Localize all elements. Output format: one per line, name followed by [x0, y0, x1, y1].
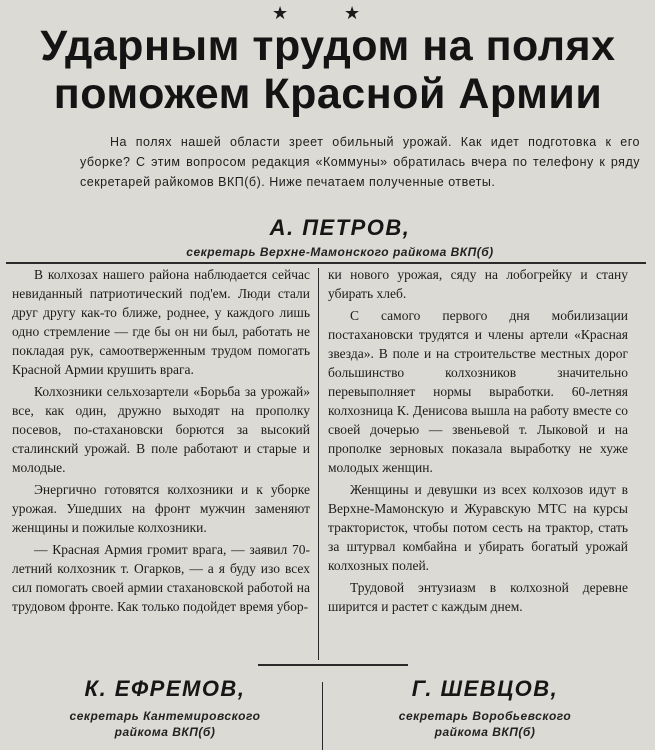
author-petrov-role: секретарь Верхне-Мамонского райкома ВКП(б)	[186, 245, 494, 259]
column-left	[12, 265, 310, 660]
author-efremov-role	[20, 708, 310, 740]
article-paragraph-continued: ки нового урожая, сяду на лобогрейку и стану убирать хлеб.	[328, 267, 628, 301]
article-paragraph: В колхозах нашего района наблюдается сейчас невиданный патриотический под'ем. Люди стали друг другу как-то ближе, роднее, у каждого лишь одно стремление — где бы он ни был, работать не покладая рук, самоотверженным трудом помогать Красной Армии крушить врага.	[12, 267, 310, 377]
author-shevtsov-name: Г. ШЕВЦОВ,	[411, 676, 559, 701]
article-paragraph: Трудовой энтузиазм в колхозной деревне ширится и растет с каждым днем.	[328, 580, 628, 614]
author-efremov-name: К. ЕФРЕМОВ,	[84, 676, 246, 701]
column-right	[328, 265, 628, 660]
article-paragraph: Женщины и девушки из всех колхозов идут в Верхне-Мамонскую и Журавскую МТС на курсы трактористок, чтобы потом сесть на трактор, стать за штурвал комбайна и убирать богатый урожай колхозных полей.	[328, 482, 628, 573]
article-paragraph: Энергично готовятся колхозники и к уборке урожая. Ушедших на фронт мужчин заменяют женщины и пожилые колхозники.	[12, 482, 310, 535]
star-ornaments	[0, 2, 655, 24]
headline-line-1: Ударным трудом на полях	[40, 22, 616, 70]
author-petrov-name: А. ПЕТРОВ,	[269, 215, 411, 240]
headline-line-2: поможем Красной Армии	[53, 70, 603, 118]
column-divider	[318, 268, 319, 660]
article-paragraph: С самого первого дня мобилизации постахановски трудятся и члены артели «Красная звезда». В поле и на строительстве местных дорог большинство колхозников значительно перевыполняет нормы выработки. 60-летняя колхозница К. Денисова вышла на работу вместе со своей дочерью — звеньевой т. Лыковой и на прополке зерновых показала выработку не хуже молодых женщин.	[328, 308, 628, 475]
article-paragraph: Колхозники сельхозартели «Борьба за урожай» все, как один, дружно выходят на прополку посевов, по-стахановски борются за высокий сталинский урожай. В поле работают и старые и молодые.	[12, 384, 310, 475]
bottom-divider	[322, 682, 323, 750]
lead-paragraph: На полях нашей области зреет обильный урожай. Как идет подготовка к его уборке? С этим вопросом редакция «Коммуны» обратилась вчера по телефону к ряду секретарей райкомов ВКП(б). Ниже печатаем полученные ответы.	[80, 135, 640, 189]
article-paragraph: — Красная Армия громит врага, — заявил 70-летний колхозник т. Огарков, — а я буду изо всех сил помогать своей армии стахановской работой на трудовом фронте. Как только подойдет время убор-	[12, 542, 310, 614]
header-rule	[6, 262, 646, 264]
star-icon: ★	[272, 3, 289, 23]
star-icon: ★	[344, 3, 361, 23]
role-line: секретарь Кантемировского	[69, 709, 261, 723]
section-rule	[258, 664, 408, 666]
author-shevtsov-role	[335, 708, 635, 740]
role-line: райкома ВКП(б)	[434, 725, 536, 739]
role-line: секретарь Воробьевского	[398, 709, 572, 723]
headline	[8, 22, 648, 118]
role-line: райкома ВКП(б)	[114, 725, 216, 739]
